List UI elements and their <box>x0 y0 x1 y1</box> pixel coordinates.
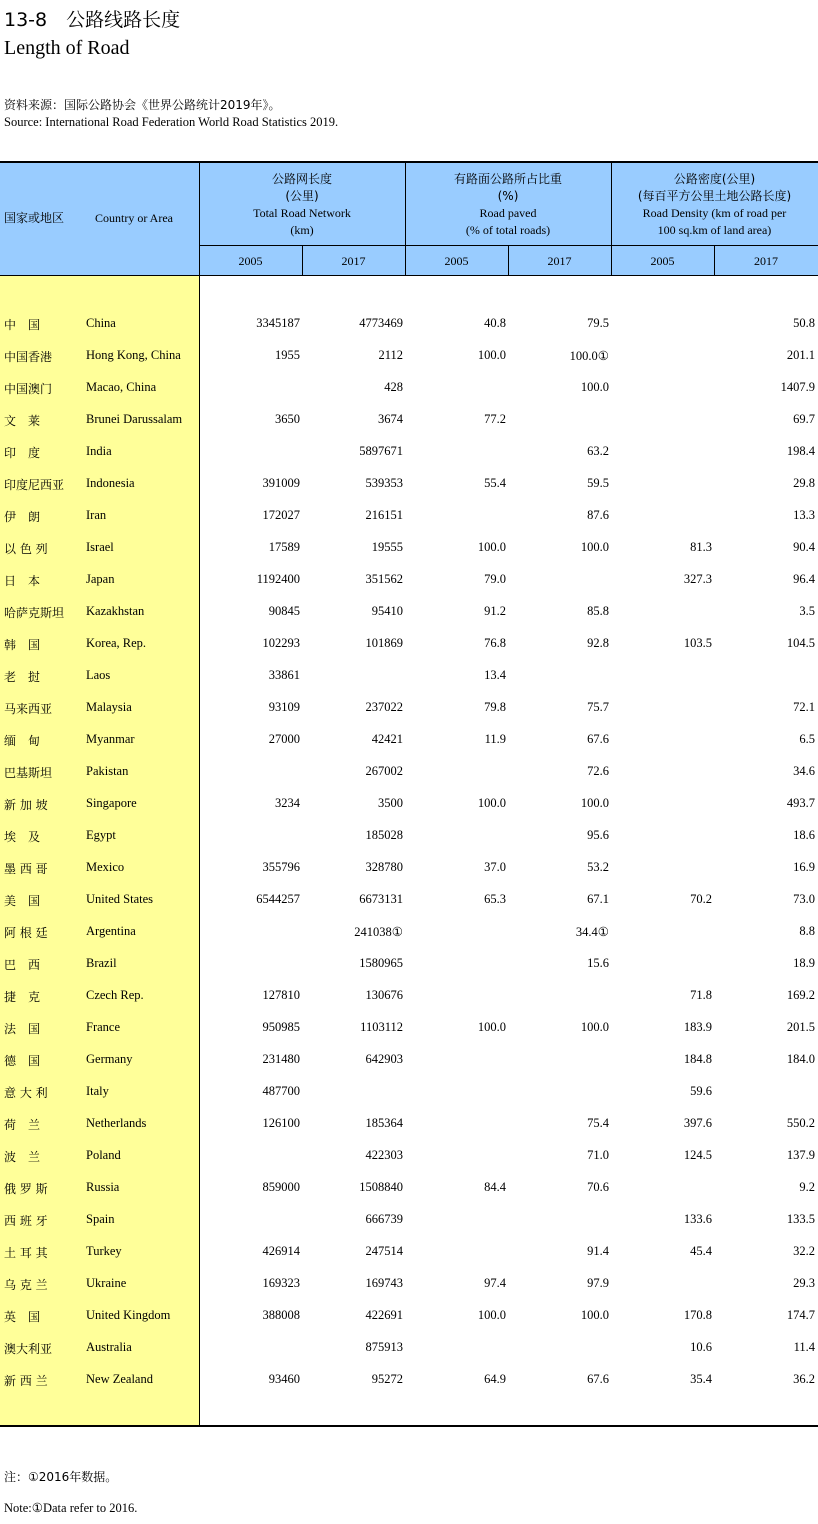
header-group-1-line-3: Total Road Network <box>253 206 351 220</box>
value-cell: 96.4 <box>793 572 815 586</box>
value-cell: 6.5 <box>799 732 815 746</box>
value-cell: 53.2 <box>587 860 609 874</box>
value-cell: 3234 <box>275 796 300 810</box>
value-cell: 137.9 <box>786 1148 815 1162</box>
country-name-cn: 文 莱 <box>4 414 41 428</box>
header-divider <box>199 245 818 246</box>
value-cell: 487700 <box>262 1084 300 1098</box>
value-cell: 34.6 <box>793 764 815 778</box>
value-cell: 3500 <box>378 796 403 810</box>
value-cell: 13.4 <box>484 668 506 682</box>
header-group-3-line-3: Road Density (km of road per <box>642 206 787 220</box>
value-cell: 9.2 <box>799 1180 815 1194</box>
country-name-cn: 老 挝 <box>4 670 41 684</box>
table-row <box>0 1300 818 1332</box>
table-row <box>0 1012 818 1044</box>
header-group-3-line-1: 公路密度(公里) <box>673 172 756 186</box>
table-row <box>0 340 818 372</box>
value-cell: 102293 <box>262 636 300 650</box>
value-cell: 79.5 <box>587 316 609 330</box>
source-cn: 资料来源：国际公路协会《世界公路统计2019年》。 <box>4 98 281 112</box>
table-row <box>0 884 818 916</box>
value-cell: 29.8 <box>793 476 815 490</box>
country-name-en: New Zealand <box>86 1372 153 1386</box>
country-name-cn: 马来西亚 <box>4 702 53 716</box>
value-cell: 91.4 <box>587 1244 609 1258</box>
value-cell: 104.5 <box>786 636 815 650</box>
value-cell: 1192400 <box>256 572 300 586</box>
value-cell: 95.6 <box>587 828 609 842</box>
value-cell: 100.0 <box>477 540 506 554</box>
country-name-cn: 荷 兰 <box>4 1118 41 1132</box>
country-name-cn: 巴 西 <box>4 958 41 972</box>
country-name-cn: 新 西 兰 <box>4 1374 48 1388</box>
value-cell: 93109 <box>268 700 300 714</box>
value-cell: 130676 <box>365 988 403 1002</box>
value-cell: 3.5 <box>799 604 815 618</box>
country-name-cn: 印度尼西亚 <box>4 478 65 492</box>
value-cell: 13.3 <box>793 508 815 522</box>
country-name-cn: 中 国 <box>4 318 41 332</box>
table-row <box>0 628 818 660</box>
country-name-cn: 西 班 牙 <box>4 1214 48 1228</box>
value-cell: 90.4 <box>793 540 815 554</box>
value-cell: 183.9 <box>683 1020 712 1034</box>
country-name-en: India <box>86 444 112 458</box>
country-name-en: Myanmar <box>86 732 135 746</box>
table-row <box>0 596 818 628</box>
table-row <box>0 308 818 340</box>
value-cell: 34.4① <box>575 925 609 939</box>
table-row <box>0 980 818 1012</box>
table-row <box>0 1076 818 1108</box>
table-row <box>0 564 818 596</box>
country-name-cn: 哈萨克斯坦 <box>4 606 65 620</box>
country-name-cn: 捷 克 <box>4 990 41 1004</box>
header-group-2-line-2: (%) <box>497 189 519 203</box>
value-cell: 126100 <box>262 1116 300 1130</box>
value-cell: 84.4 <box>484 1180 506 1194</box>
value-cell: 172027 <box>262 508 300 522</box>
value-cell: 493.7 <box>786 796 815 810</box>
value-cell: 355796 <box>262 860 300 874</box>
value-cell: 55.4 <box>484 476 506 490</box>
value-cell: 169.2 <box>786 988 815 1002</box>
header-year-1: 2005 <box>238 254 263 268</box>
country-name-en: Czech Rep. <box>86 988 144 1002</box>
country-name-cn: 美 国 <box>4 894 41 908</box>
value-cell: 76.8 <box>484 636 506 650</box>
value-cell: 10.6 <box>690 1340 712 1354</box>
value-cell: 422691 <box>365 1308 403 1322</box>
table-row <box>0 820 818 852</box>
value-cell: 6673131 <box>359 892 403 906</box>
country-name-cn: 英 国 <box>4 1310 41 1324</box>
value-cell: 67.1 <box>587 892 609 906</box>
country-name-cn: 中国香港 <box>4 350 53 364</box>
value-cell: 388008 <box>262 1308 300 1322</box>
value-cell: 67.6 <box>587 732 609 746</box>
header-year-3: 2005 <box>444 254 469 268</box>
header-group-1-line-1: 公路网长度 <box>271 172 332 186</box>
value-cell: 75.7 <box>587 700 609 714</box>
country-name-en: Brazil <box>86 956 117 970</box>
country-name-cn: 波 兰 <box>4 1150 41 1164</box>
country-name-en: Egypt <box>86 828 116 842</box>
table-row <box>0 1332 818 1364</box>
value-cell: 92.8 <box>587 636 609 650</box>
value-cell: 100.0 <box>477 1020 506 1034</box>
table-row <box>0 1204 818 1236</box>
country-name-cn: 日 本 <box>4 574 41 588</box>
value-cell: 1580965 <box>359 956 403 970</box>
value-cell: 100.0 <box>477 796 506 810</box>
table-row <box>0 1364 818 1396</box>
value-cell: 72.1 <box>793 700 815 714</box>
value-cell: 63.2 <box>587 444 609 458</box>
country-name-cn: 墨 西 哥 <box>4 862 48 876</box>
value-cell: 79.8 <box>484 700 506 714</box>
country-name-en: Spain <box>86 1212 115 1226</box>
header-group-2-line-1: 有路面公路所占比重 <box>453 172 562 186</box>
table-row <box>0 852 818 884</box>
header-group-2-line-4: (% of total roads) <box>465 223 551 237</box>
value-cell: 6544257 <box>256 892 300 906</box>
value-cell: 422303 <box>365 1148 403 1162</box>
country-name-cn: 土 耳 其 <box>4 1246 48 1260</box>
value-cell: 15.6 <box>587 956 609 970</box>
value-cell: 18.9 <box>793 956 815 970</box>
value-cell: 216151 <box>365 508 403 522</box>
value-cell: 72.6 <box>587 764 609 778</box>
value-cell: 77.2 <box>484 412 506 426</box>
value-cell: 859000 <box>262 1180 300 1194</box>
country-name-en: Malaysia <box>86 700 132 714</box>
value-cell: 1955 <box>275 348 300 362</box>
country-name-en: Japan <box>86 572 115 586</box>
country-name-en: Australia <box>86 1340 132 1354</box>
header-country-cn: 国家或地区 <box>4 211 65 225</box>
country-name-cn: 中国澳门 <box>4 382 53 396</box>
value-cell: 69.7 <box>793 412 815 426</box>
value-cell: 241038① <box>354 925 403 939</box>
note-cn: 注：①2016年数据。 <box>4 1470 118 1484</box>
value-cell: 1508840 <box>359 1180 403 1194</box>
value-cell: 184.8 <box>683 1052 712 1066</box>
value-cell: 169743 <box>365 1276 403 1290</box>
country-name-cn: 巴基斯坦 <box>4 766 53 780</box>
value-cell: 3650 <box>275 412 300 426</box>
value-cell: 184.0 <box>786 1052 815 1066</box>
value-cell: 95410 <box>371 604 403 618</box>
country-name-en: Poland <box>86 1148 121 1162</box>
country-name-en: France <box>86 1020 121 1034</box>
country-name-en: Hong Kong, China <box>86 348 181 362</box>
value-cell: 32.2 <box>793 1244 815 1258</box>
country-name-en: Pakistan <box>86 764 129 778</box>
value-cell: 133.6 <box>683 1212 712 1226</box>
table-row <box>0 1108 818 1140</box>
value-cell: 124.5 <box>683 1148 712 1162</box>
country-name-en: United States <box>86 892 154 906</box>
value-cell: 97.9 <box>587 1276 609 1290</box>
value-cell: 642903 <box>365 1052 403 1066</box>
value-cell: 101869 <box>365 636 403 650</box>
value-cell: 37.0 <box>484 860 506 874</box>
value-cell: 42421 <box>371 732 403 746</box>
value-cell: 70.2 <box>690 892 712 906</box>
value-cell: 33861 <box>268 668 300 682</box>
value-cell: 539353 <box>365 476 403 490</box>
value-cell: 174.7 <box>786 1308 815 1322</box>
value-cell: 231480 <box>262 1052 300 1066</box>
value-cell: 64.9 <box>484 1372 506 1386</box>
table-bottom-rule <box>0 1425 818 1427</box>
country-name-en: Brunei Darussalam <box>86 412 183 426</box>
value-cell: 97.4 <box>484 1276 506 1290</box>
value-cell: 73.0 <box>793 892 815 906</box>
country-name-en: Italy <box>86 1084 109 1098</box>
value-cell: 71.8 <box>690 988 712 1002</box>
value-cell: 45.4 <box>690 1244 712 1258</box>
value-cell: 100.0 <box>477 1308 506 1322</box>
value-cell: 327.3 <box>683 572 712 586</box>
value-cell: 185364 <box>365 1116 403 1130</box>
value-cell: 40.8 <box>484 316 506 330</box>
value-cell: 201.5 <box>786 1020 815 1034</box>
value-cell: 127810 <box>262 988 300 1002</box>
value-cell: 103.5 <box>683 636 712 650</box>
country-name-en: Argentina <box>86 924 136 938</box>
header-group-1-line-2: (公里) <box>285 189 319 203</box>
table-row <box>0 724 818 756</box>
country-name-cn: 印 度 <box>4 446 41 460</box>
value-cell: 100.0 <box>580 1308 609 1322</box>
value-cell: 4773469 <box>359 316 403 330</box>
value-cell: 27000 <box>268 732 300 746</box>
header-year-2: 2017 <box>341 254 366 268</box>
table-row <box>0 500 818 532</box>
country-name-cn: 以 色 列 <box>4 542 48 556</box>
value-cell: 267002 <box>365 764 403 778</box>
table-row <box>0 1236 818 1268</box>
value-cell: 11.9 <box>484 732 506 746</box>
value-cell: 100.0 <box>580 380 609 394</box>
value-cell: 91.2 <box>484 604 506 618</box>
value-cell: 328780 <box>365 860 403 874</box>
country-name-cn: 德 国 <box>4 1054 41 1068</box>
value-cell: 185028 <box>365 828 403 842</box>
header-group-2-line-3: Road paved <box>479 206 537 220</box>
table-row <box>0 916 818 948</box>
value-cell: 351562 <box>365 572 403 586</box>
value-cell: 8.8 <box>799 924 815 938</box>
value-cell: 17589 <box>268 540 300 554</box>
page-title-cn: 13-8 公路线路长度 <box>4 9 181 31</box>
country-name-cn: 新 加 坡 <box>4 798 48 812</box>
country-name-cn: 乌 克 兰 <box>4 1278 48 1292</box>
country-name-cn: 法 国 <box>4 1022 41 1036</box>
table-row <box>0 436 818 468</box>
table-top-rule <box>0 161 818 163</box>
header-year-4: 2017 <box>547 254 572 268</box>
value-cell: 3674 <box>378 412 403 426</box>
value-cell: 100.0 <box>580 540 609 554</box>
header-year-5: 2005 <box>650 254 675 268</box>
value-cell: 19555 <box>371 540 403 554</box>
value-cell: 100.0 <box>580 1020 609 1034</box>
value-cell: 18.6 <box>793 828 815 842</box>
value-cell: 1103112 <box>360 1020 403 1034</box>
table-row <box>0 372 818 404</box>
country-name-en: Singapore <box>86 796 137 810</box>
value-cell: 3345187 <box>256 316 300 330</box>
value-cell: 81.3 <box>690 540 712 554</box>
value-cell: 198.4 <box>786 444 815 458</box>
value-cell: 35.4 <box>690 1372 712 1386</box>
country-name-cn: 埃 及 <box>4 830 41 844</box>
value-cell: 169323 <box>262 1276 300 1290</box>
country-name-cn: 韩 国 <box>4 638 41 652</box>
value-cell: 247514 <box>365 1244 403 1258</box>
country-name-cn: 缅 甸 <box>4 734 41 748</box>
table-row <box>0 660 818 692</box>
value-cell: 426914 <box>262 1244 300 1258</box>
country-name-cn: 俄 罗 斯 <box>4 1182 48 1196</box>
table-row <box>0 788 818 820</box>
value-cell: 201.1 <box>786 348 815 362</box>
table-row <box>0 532 818 564</box>
header-group-1-line-4: (km) <box>290 223 314 237</box>
value-cell: 133.5 <box>786 1212 815 1226</box>
country-name-en: Turkey <box>86 1244 122 1258</box>
value-cell: 875913 <box>365 1340 403 1354</box>
table-row <box>0 948 818 980</box>
page-title-en: Length of Road <box>4 37 130 59</box>
value-cell: 67.6 <box>587 1372 609 1386</box>
country-name-en: Korea, Rep. <box>86 636 147 650</box>
country-name-en: Israel <box>86 540 114 554</box>
country-name-en: Russia <box>86 1180 120 1194</box>
value-cell: 90845 <box>268 604 300 618</box>
value-cell: 397.6 <box>683 1116 712 1130</box>
table-row <box>0 692 818 724</box>
value-cell: 95272 <box>371 1372 403 1386</box>
value-cell: 16.9 <box>793 860 815 874</box>
value-cell: 170.8 <box>683 1308 712 1322</box>
value-cell: 100.0 <box>580 796 609 810</box>
country-name-en: Ukraine <box>86 1276 127 1290</box>
value-cell: 11.4 <box>793 1340 815 1354</box>
value-cell: 237022 <box>365 700 403 714</box>
value-cell: 1407.9 <box>780 380 815 394</box>
header-year-6: 2017 <box>754 254 778 268</box>
value-cell: 50.8 <box>793 316 815 330</box>
value-cell: 550.2 <box>786 1116 815 1130</box>
value-cell: 36.2 <box>793 1372 815 1386</box>
value-cell: 59.6 <box>690 1084 712 1098</box>
value-cell: 2112 <box>378 348 403 362</box>
value-cell: 100.0① <box>569 349 609 363</box>
note-en: Note:①Data refer to 2016. <box>4 1501 138 1515</box>
table-row <box>0 1172 818 1204</box>
country-name-en: Iran <box>86 508 107 522</box>
value-cell: 59.5 <box>587 476 609 490</box>
value-cell: 93460 <box>268 1372 300 1386</box>
country-name-cn: 阿 根 廷 <box>4 926 48 940</box>
table-row <box>0 1044 818 1076</box>
value-cell: 65.3 <box>484 892 506 906</box>
value-cell: 29.3 <box>793 1276 815 1290</box>
country-name-en: Netherlands <box>86 1116 147 1130</box>
country-name-en: China <box>86 316 116 330</box>
country-name-en: Macao, China <box>86 380 157 394</box>
country-name-cn: 意 大 利 <box>4 1086 48 1100</box>
value-cell: 950985 <box>262 1020 300 1034</box>
country-name-en: Indonesia <box>86 476 135 490</box>
value-cell: 70.6 <box>587 1180 609 1194</box>
country-name-en: Kazakhstan <box>86 604 145 618</box>
value-cell: 100.0 <box>477 348 506 362</box>
header-group-3-line-2: (每百平方公里土地公路长度) <box>637 189 792 203</box>
table-row <box>0 1268 818 1300</box>
country-name-en: Germany <box>86 1052 133 1066</box>
value-cell: 428 <box>384 380 403 394</box>
country-name-en: United Kingdom <box>86 1308 171 1322</box>
value-cell: 79.0 <box>484 572 506 586</box>
value-cell: 5897671 <box>359 444 403 458</box>
table-row <box>0 1140 818 1172</box>
header-group-3-line-4: 100 sq.km of land area) <box>657 223 772 237</box>
country-name-cn: 澳大利亚 <box>4 1342 53 1356</box>
value-cell: 87.6 <box>587 508 609 522</box>
table-row <box>0 468 818 500</box>
value-cell: 666739 <box>365 1212 403 1226</box>
header-country-en: Country or Area <box>95 211 173 225</box>
value-cell: 71.0 <box>587 1148 609 1162</box>
country-name-en: Laos <box>86 668 111 682</box>
value-cell: 85.8 <box>587 604 609 618</box>
table-row <box>0 756 818 788</box>
value-cell: 391009 <box>262 476 300 490</box>
country-name-en: Mexico <box>86 860 125 874</box>
table-row <box>0 404 818 436</box>
country-name-cn: 伊 朗 <box>4 510 41 524</box>
value-cell: 75.4 <box>587 1116 609 1130</box>
source-en: Source: International Road Federation World Road Statistics 2019. <box>4 115 339 129</box>
